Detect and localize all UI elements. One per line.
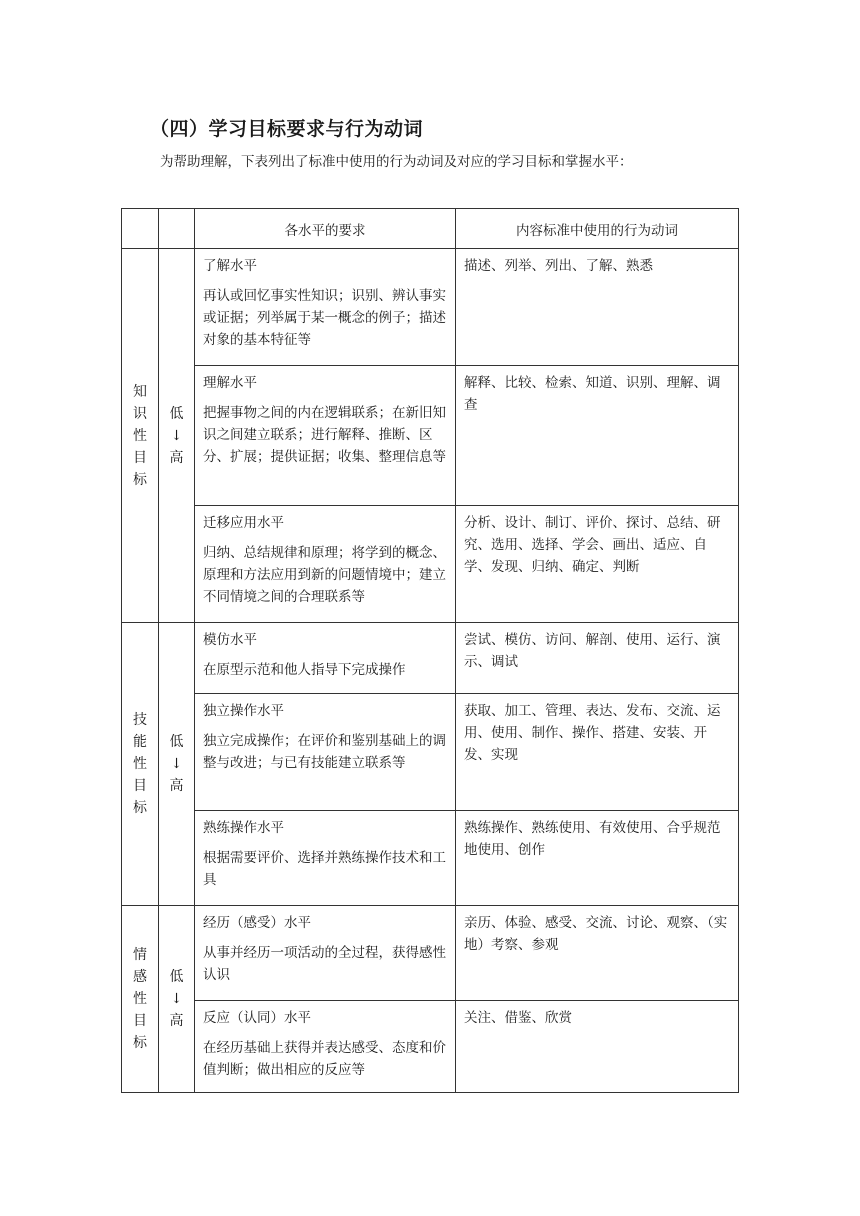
category-char: 目 (133, 449, 147, 466)
category-char: 识 (133, 405, 147, 422)
table-row (122, 623, 739, 694)
requirement-cell (195, 366, 456, 506)
level-name: 熟练操作水平 (203, 820, 284, 836)
category-char: 性 (133, 427, 147, 444)
table-row (122, 1001, 739, 1093)
requirement-cell (195, 811, 456, 906)
table-row (122, 906, 739, 1001)
requirement-cell (195, 506, 456, 623)
level-name: 反应（认同）水平 (203, 1010, 311, 1026)
order-skill (159, 623, 195, 906)
verbs-cell: 关注、借鉴、欣赏 (456, 1001, 739, 1093)
requirement-cell (195, 623, 456, 694)
category-char: 知 (133, 383, 147, 400)
category-char: 性 (133, 756, 147, 772)
level-name: 经历（感受）水平 (203, 915, 311, 931)
verbs-cell: 获取、加工、管理、表达、发布、交流、运用、使用、制作、操作、搭建、安装、开发、实现 (456, 694, 739, 811)
category-char: 能 (133, 734, 147, 750)
category-char: 技 (133, 712, 147, 728)
category-skill (122, 623, 159, 906)
section-heading: （四）学习目标要求与行为动词 (150, 118, 424, 140)
level-name: 模仿水平 (203, 632, 257, 648)
category-char: 情 (133, 947, 147, 963)
verbs-cell: 分析、设计、制订、评价、探讨、总结、研究、选用、选择、学会、画出、适应、自学、发现、归纳、确定、判断 (456, 506, 739, 623)
table-row (122, 249, 739, 366)
verbs-cell: 熟练操作、熟练使用、有效使用、合乎规范地使用、创作 (456, 811, 739, 906)
level-description: 在经历基础上获得并表达感受、态度和价值判断；做出相应的反应等 (203, 1040, 446, 1078)
header-requirements: 各水平的要求 (195, 209, 456, 249)
category-char: 标 (133, 471, 147, 488)
intro-text: 为帮助理解，下表列出了标准中使用的行为动词及对应的学习目标和掌握水平： (160, 154, 633, 170)
objectives-table (121, 208, 739, 1093)
order-low: 低 (169, 405, 184, 422)
level-name: 迁移应用水平 (203, 515, 284, 531)
level-name: 了解水平 (203, 258, 257, 274)
order-low: 低 (169, 734, 184, 750)
category-char: 感 (133, 969, 147, 985)
category-char: 标 (133, 800, 147, 816)
header-blank-1 (122, 209, 159, 249)
level-name: 独立操作水平 (203, 703, 284, 719)
level-description: 归纳、总结规律和原理；将学到的概念、原理和方法应用到新的问题情境中；建立不同情境之间的合理联系等 (203, 545, 446, 605)
requirement-cell (195, 906, 456, 1001)
category-affective (122, 906, 159, 1093)
level-description: 根据需要评价、选择并熟练操作技术和工具 (203, 850, 446, 888)
requirement-cell (195, 694, 456, 811)
down-arrow-icon: ↓ (170, 427, 183, 444)
down-arrow-icon: ↓ (170, 991, 183, 1007)
table-row (122, 694, 739, 811)
verbs-cell: 解释、比较、检索、知道、识别、理解、调查 (456, 366, 739, 506)
verbs-cell: 描述、列举、列出、了解、熟悉 (456, 249, 739, 366)
level-description: 把握事物之间的内在逻辑联系；在新旧知识之间建立联系；进行解释、推断、区分、扩展；提供证据；收集、整理信息等 (203, 405, 446, 465)
header-verbs: 内容标准中使用的行为动词 (456, 209, 739, 249)
category-char: 标 (133, 1035, 147, 1051)
category-char: 目 (133, 778, 147, 794)
header-blank-2 (159, 209, 195, 249)
table-row (122, 811, 739, 906)
category-char: 目 (133, 1013, 147, 1029)
table-row (122, 506, 739, 623)
level-name: 理解水平 (203, 375, 257, 391)
requirement-cell (195, 1001, 456, 1093)
category-char: 性 (133, 991, 147, 1007)
order-affective (159, 906, 195, 1093)
order-knowledge (159, 249, 195, 623)
category-knowledge (122, 249, 159, 623)
header-row (122, 209, 739, 249)
requirement-cell (195, 249, 456, 366)
level-description: 独立完成操作；在评价和鉴别基础上的调整与改进；与已有技能建立联系等 (203, 733, 446, 771)
level-description: 再认或回忆事实性知识；识别、辨认事实或证据；列举属于某一概念的例子；描述对象的基本特征等 (203, 288, 446, 348)
order-high: 高 (169, 778, 184, 794)
verbs-cell: 亲历、体验、感受、交流、讨论、观察、（实地）考察、参观 (456, 906, 739, 1001)
level-description: 从事并经历一项活动的全过程，获得感性认识 (203, 945, 446, 983)
order-high: 高 (169, 1013, 184, 1029)
table-row (122, 366, 739, 506)
order-low: 低 (169, 969, 184, 985)
verbs-cell: 尝试、模仿、访问、解剖、使用、运行、演示、调试 (456, 623, 739, 694)
level-description: 在原型示范和他人指导下完成操作 (203, 662, 406, 678)
down-arrow-icon: ↓ (170, 756, 183, 772)
order-high: 高 (169, 449, 184, 466)
